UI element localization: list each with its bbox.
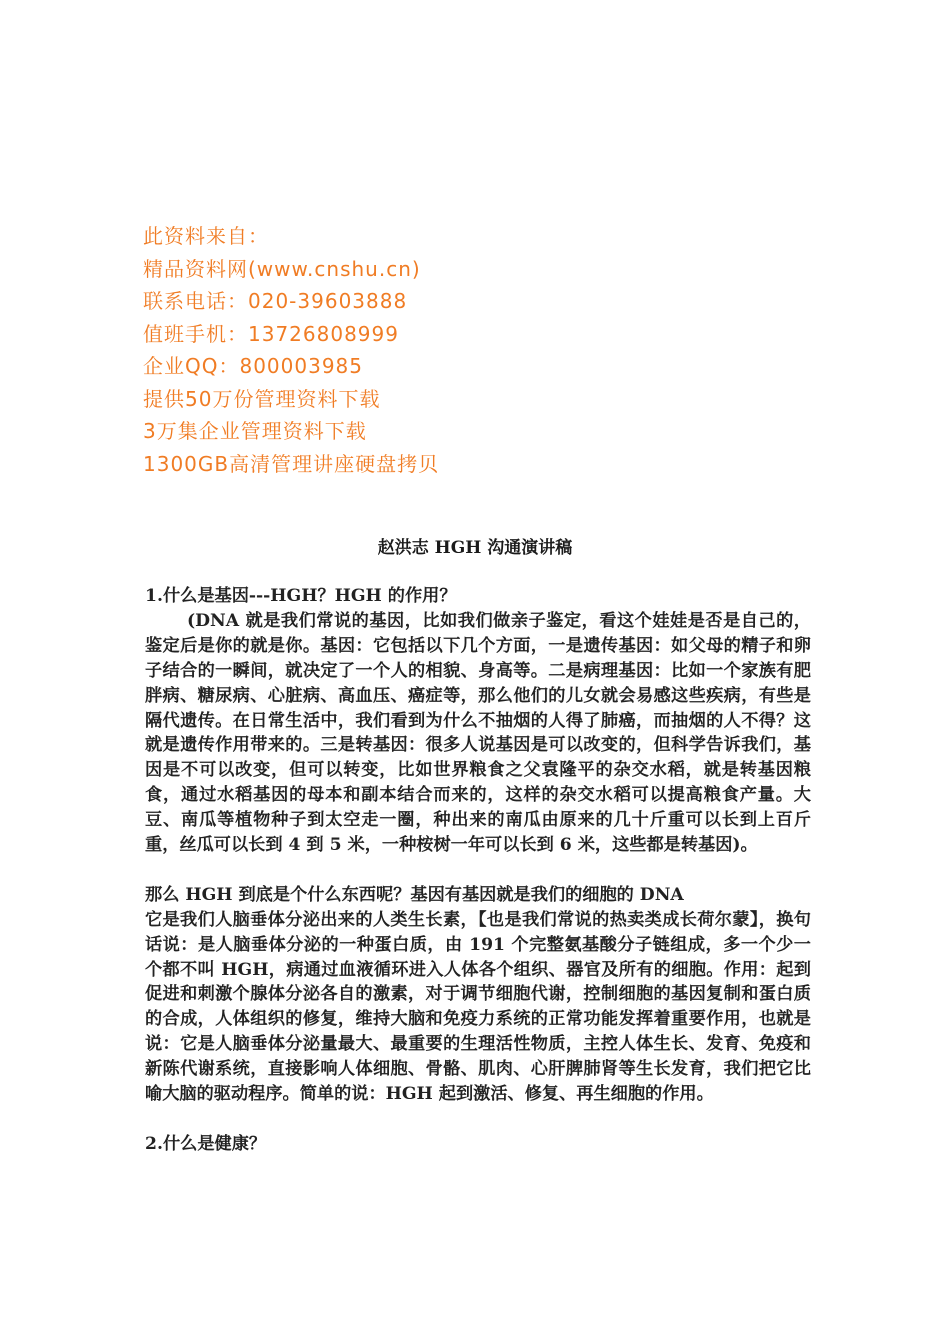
paragraph-hgh-definition: 它是我们人脑垂体分泌出来的人类生长素，【也是我们常说的热卖类成长荷尔蒙】，换句话说：是人脑垂体分泌的一种蛋白质，由 191 个完整氨基酸分子链组成，多一个少一个都不叫 HGH，病通过血液循环进入人体各个组织、器官及所有的细胞。作用：起到促进和刺激个腺体分泌各自的激素，对于调节细胞代谢，控制细胞的基因复制和蛋白质的合成，人体组织的修复，维持大脑和免疫力系统的正常功能发挥着重要作用，也就是说：它是人脑垂体分泌量最大、最重要的生理活性物质，主控人体生长、发育、免疫和新陈代谢系统，直接影响人体细胞、骨骼、肌肉、心肝脾肺肾等生长发育，我们把它比喻大脑的驱动程序。简单的说：HGH 起到激活、修复、再生细胞的作用。 [145,909,811,1105]
section-heading-gene: 1.什么是基因---HGH？HGH 的作用？ [145,586,457,606]
promo-line-mobile: 值班手机：13726808999 [143,321,399,346]
promo-line-qq: 企业QQ：800003985 [143,354,364,378]
promo-line-offer-videos: 3万集企业管理资料下载 [143,419,367,443]
promo-line-source: 此资料来自： [143,224,269,248]
promo-line-phone: 联系电话：020-39603888 [143,289,408,313]
paragraph-hgh-question: 那么 HGH 到底是个什么东西呢？基因有基因就是我们的细胞的 DNA [145,884,684,905]
promo-line-offer-disk: 1300GB高清管理讲座硬盘拷贝 [143,451,440,476]
paragraph-gene: (DNA 就是我们常说的基因，比如我们做亲子鉴定，看这个娃娃是否是自己的，鉴定后是你的就是你。基因：它包括以下几个方面，一是遗传基因：如父母的精子和卵子结合的一瞬间，就决定了一个人的相貌、身高等。二是病理基因：比如一个家族有肥胖病、糖尿病、心脏病、高血压、癌症等，那么他们的儿女就会易感这些疾病，有些是隔代遗传。在日常生活中，我们看到为什么不抽烟的人得了肺癌，而抽烟的人不得？这就是遗传作用带来的。三是转基因：很多人说基因是可以改变的，但科学告诉我们，基因是不可以改变，但可以转变，比如世界粮食之父袁隆平的杂交水稻，就是转基因粮食，通过水稻基因的母本和副本结合而来的，这样的杂交水稻可以提高粮食产量。大豆、南瓜等植物种子到太空走一圈，种出来的南瓜由原来的几十斤重可以长到上百斤重，丝瓜可以长到 4 到 5 米，一种桉树一年可以长到 6 米，这些都是转基因)。 [145,610,811,856]
promo-line-offer-docs: 提供50万份管理资料下载 [143,386,381,411]
document-title: 赵洪志 HGH 沟通演讲稿 [377,538,573,558]
paragraph-spacer [145,1107,811,1132]
promo-line-website: 精品资料网(www.cnshu.cn) [143,256,421,281]
paragraph-spacer [145,858,811,883]
section-heading-health: 2.什么是健康？ [145,1133,267,1154]
document-body [145,584,811,1157]
promo-block [143,220,563,480]
